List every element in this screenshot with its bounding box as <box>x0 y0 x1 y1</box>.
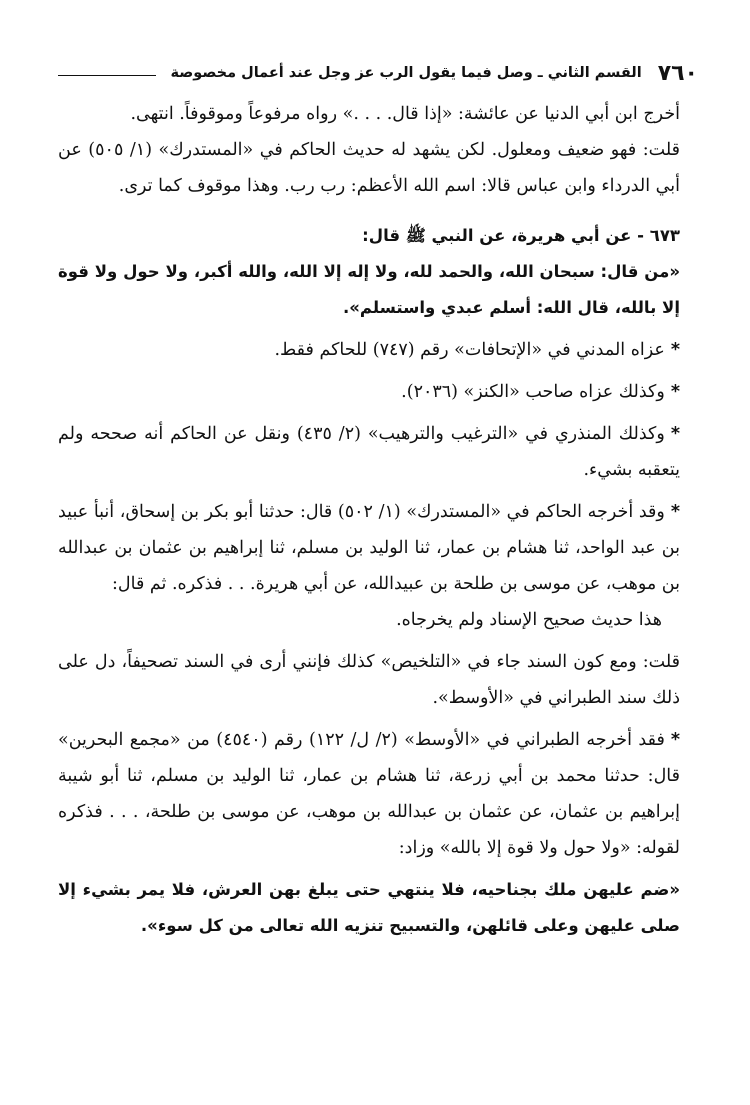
page-header <box>58 56 698 90</box>
note-madani-text: عزاه المدني في «الإتحافات» رقم (٧٤٧) للحاكم فقط. <box>274 340 665 360</box>
note-tabarani-text: فقد أخرجه الطبراني في «الأوسط» (٢/ ل/ ١٢٢) رقم (٤٥٤٠) من «مجمع البحرين» قال: حدثنا محمد بن أبي زرعة، ثنا هشام بن عمار، ثنا الوليد بن مسلم، ثنا أبو شيبة إبراهيم بن عثمان، عن عثمان بن عبدالله بن موهب، عن موسى بن طلحة، . . . فذكره لقوله: «ولا حول ولا قوة إلا بالله» وزاد: <box>58 730 680 858</box>
running-title: القسم الثاني ـ وصل فيما يقول الرب عز وجل عند أعمال مخصوصة <box>170 65 642 81</box>
quote-hakim-verdict: هذا حديث صحيح الإسناد ولم يخرجاه. <box>396 610 662 630</box>
hadith-heading: ٦٧٣ - عن أبي هريرة، عن النبي ﷺ قال: <box>362 226 680 245</box>
hadith-text: «من قال: سبحان الله، والحمد لله، ولا إله إلا الله، والله أكبر، ولا حول ولا قوة إلا بالله، قال الله: أسلم عبدي واستسلم». <box>58 262 680 317</box>
note-tabarani <box>58 722 698 866</box>
paragraph-qultu-tashif: قلت: ومع كون السند جاء في «التلخيص» كذلك فإنني أرى في السند تصحيفاً، دل على ذلك سند الطبراني في «الأوسط». <box>58 652 680 708</box>
note-mundhiri-text: وكذلك المنذري في «الترغيب والترهيب» (٢/ ٤٣٥) ونقل عن الحاكم أنه صححه ولم يتعقبه بشيء. <box>58 424 680 480</box>
quote-tabarani-addition: «ضم عليهن ملك بجناحيه، فلا ينتهي حتى يبلغ بهن العرش، فلا يمر بشيء إلا صلى عليهن وعلى قائلهن، والتسبيح تنزيه الله تعالى من كل سوء». <box>58 880 680 935</box>
note-star-icon: * <box>670 340 680 360</box>
note-star-icon: * <box>670 424 680 444</box>
paragraph-ibn-abi-dunya: أخرج ابن أبي الدنيا عن عائشة: «إذا قال. . . .» رواه مرفوعاً وموقوفاً. انتهى. <box>130 104 680 124</box>
page-number: ٧٦٠ <box>657 60 698 86</box>
header-rule <box>58 75 156 76</box>
note-star-icon: * <box>670 382 680 402</box>
note-madani <box>58 332 698 368</box>
note-kanz <box>58 374 698 410</box>
note-star-icon: * <box>670 730 680 750</box>
note-hakim-text: وقد أخرجه الحاكم في «المستدرك» (١/ ٥٠٢) قال: حدثنا أبو بكر بن إسحاق، أنبأ عبيد بن عبد الواحد، ثنا هشام بن عمار، ثنا الوليد بن مسلم، ثنا إبراهيم بن عثمان بن عبدالله بن موهب، عن موسى بن طلحة بن عبيدالله، عن أبي هريرة. . . فذكره. ثم قال: <box>58 502 680 594</box>
note-hakim <box>58 494 698 602</box>
note-mundhiri <box>58 416 698 488</box>
note-star-icon: * <box>670 502 680 522</box>
paragraph-qultu-weak: قلت: فهو ضعيف ومعلول. لكن يشهد له حديث الحاكم في «المستدرك» (١/ ٥٠٥) عن أبي الدرداء وابن عباس قالا: اسم الله الأعظم: رب رب. وهذا موقوف كما ترى. <box>58 140 680 196</box>
note-kanz-text: وكذلك عزاه صاحب «الكنز» (٢٠٣٦). <box>401 382 665 402</box>
book-page <box>58 56 698 1086</box>
